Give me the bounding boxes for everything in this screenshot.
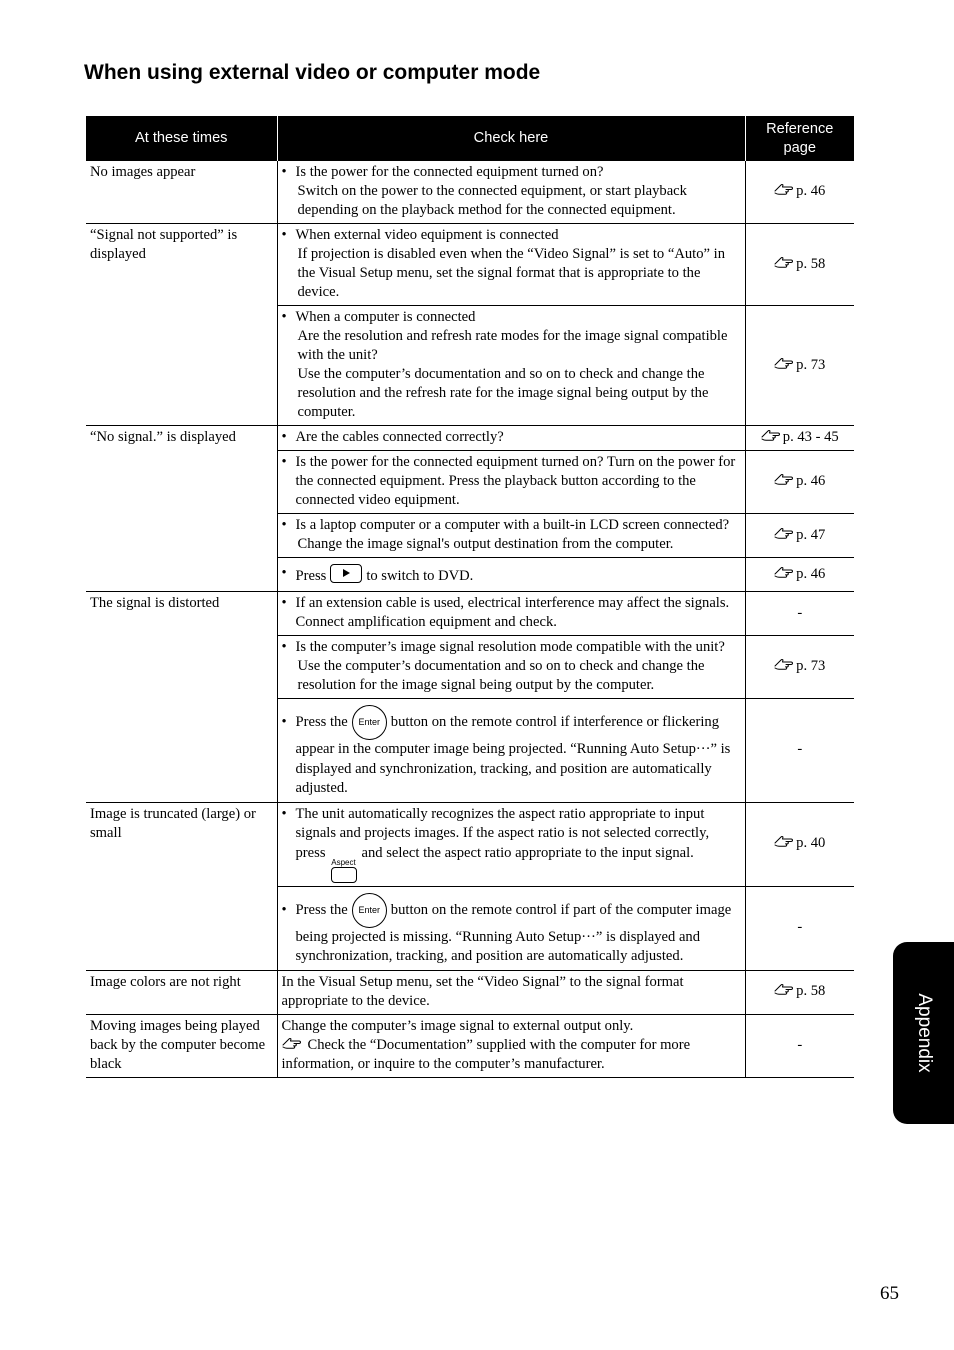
play-button-icon (330, 564, 362, 583)
table-row (86, 1014, 854, 1077)
bullet: • (281, 595, 287, 611)
reference-cell: - (745, 886, 854, 970)
check-cell: Change the computer’s image signal to external output only. Check the “Documentation” supplied with the computer for more information, or inquire to the computer’s manufacturer. (277, 1014, 745, 1077)
pointing-hand-icon (774, 526, 794, 540)
symptom-cell: “Signal not supported” is displayed (86, 224, 277, 426)
check-cell: In the Visual Setup menu, set the “Video Signal” to the signal format appropriate to the device. (277, 970, 745, 1014)
pointing-hand-icon (774, 182, 794, 196)
reference-cell[interactable]: p. 58 (745, 970, 854, 1014)
check-cell: • Press the Enter button on the remote control if part of the computer image being projected is missing. “Running Auto Setup···” is displayed and synchronization, tracking, and position are automatically adjusted. (277, 886, 745, 970)
pointing-hand-icon (774, 565, 794, 579)
table-row (86, 426, 854, 451)
pointing-hand-icon (774, 982, 794, 996)
header-at-these-times: At these times (86, 116, 277, 161)
appendix-tab-label: Appendix (913, 993, 935, 1073)
pointing-hand-icon (774, 472, 794, 486)
check-cell: • Press to switch to DVD. (277, 558, 745, 592)
symptom-cell: Moving images being played back by the computer become black (86, 1014, 277, 1077)
header-reference-page: Reference page (745, 116, 854, 161)
aspect-button-icon: Aspect (330, 858, 358, 883)
bullet: • (281, 901, 287, 918)
bullet: • (281, 309, 287, 325)
reference-cell[interactable]: p. 46 (745, 161, 854, 224)
bullet: • (281, 517, 287, 533)
table-row (86, 224, 854, 306)
reference-cell[interactable]: p. 58 (745, 224, 854, 306)
symptom-cell: No images appear (86, 161, 277, 224)
enter-button-icon: Enter (352, 705, 387, 740)
reference-cell[interactable]: p. 73 (745, 306, 854, 426)
check-cell: • Press the Enter button on the remote control if interference or flickering appear in the computer image being projected. “Running Auto Setup···” is displayed and synchronization, tracking, and position are automatically adjusted. (277, 699, 745, 803)
reference-cell[interactable]: p. 40 (745, 802, 854, 886)
reference-cell: - (745, 592, 854, 636)
check-cell: • When external video equipment is connected If projection is disabled even when the “Video Signal” is set to “Auto” in the Visual Setup menu, set the signal format that is appropriate to the device. (277, 224, 745, 306)
appendix-tab[interactable] (893, 942, 954, 1124)
symptom-cell: Image colors are not right (86, 970, 277, 1014)
check-cell: • The unit automatically recognizes the aspect ratio appropriate to input signals and projects images. If the aspect ratio is not selected correctly, press Aspect and select the aspect ratio appropriate to the input signal. (277, 802, 745, 886)
bullet: • (281, 639, 287, 655)
table-row (86, 592, 854, 636)
table-row (86, 970, 854, 1014)
bullet: • (281, 454, 287, 470)
enter-button-icon: Enter (352, 893, 387, 928)
bullet: • (281, 714, 287, 730)
header-check-here: Check here (277, 116, 745, 161)
bullet: • (281, 429, 287, 445)
table-row (86, 802, 854, 886)
symptom-cell: The signal is distorted (86, 592, 277, 803)
bullet: • (281, 164, 287, 180)
check-cell: • Is the computer’s image signal resolution mode compatible with the unit? Use the computer’s documentation and so on to check and change the resolution for the image signal being output by the computer. (277, 636, 745, 699)
reference-cell[interactable]: p. 46 (745, 558, 854, 592)
reference-cell: - (745, 1014, 854, 1077)
check-cell: • When a computer is connected Are the resolution and refresh rate modes for the image signal compatible with the unit? Use the computer’s documentation and so on to check and change the resolution and the refresh rate for the image signal being output by the computer. (277, 306, 745, 426)
pointing-hand-icon (774, 356, 794, 370)
check-cell: • Is a laptop computer or a computer with a built-in LCD screen connected? Change the image signal's output destination from the computer. (277, 514, 745, 558)
pointing-hand-icon (774, 255, 794, 269)
bullet: • (281, 227, 287, 243)
bullet: • (281, 565, 287, 581)
pointing-hand-icon (282, 1036, 302, 1050)
reference-cell[interactable]: p. 73 (745, 636, 854, 699)
table-row (86, 161, 854, 224)
symptom-cell: “No signal.” is displayed (86, 426, 277, 592)
check-cell: • Are the cables connected correctly? (277, 426, 745, 451)
check-cell: • Is the power for the connected equipment turned on? Switch on the power to the connected equipment, or start playback depending on the playback method for the connected equipment. (277, 161, 745, 224)
troubleshooting-table (86, 116, 854, 1078)
pointing-hand-icon (761, 428, 781, 442)
reference-cell[interactable]: p. 46 (745, 451, 854, 514)
reference-cell[interactable]: p. 43 - 45 (745, 426, 854, 451)
check-cell: • Is the power for the connected equipment turned on? Turn on the power for the connected equipment. Press the playback button according to the connected video equipment. (277, 451, 745, 514)
reference-cell[interactable]: p. 47 (745, 514, 854, 558)
symptom-cell: Image is truncated (large) or small (86, 802, 277, 970)
page-title: When using external video or computer mode (84, 61, 541, 84)
page-number: 65 (880, 1283, 899, 1304)
table-header-row (86, 116, 854, 161)
reference-cell: - (745, 699, 854, 803)
pointing-hand-icon (774, 657, 794, 671)
pointing-hand-icon (774, 834, 794, 848)
check-cell: • If an extension cable is used, electrical interference may affect the signals. Connect amplification equipment and check. (277, 592, 745, 636)
bullet: • (281, 805, 287, 822)
